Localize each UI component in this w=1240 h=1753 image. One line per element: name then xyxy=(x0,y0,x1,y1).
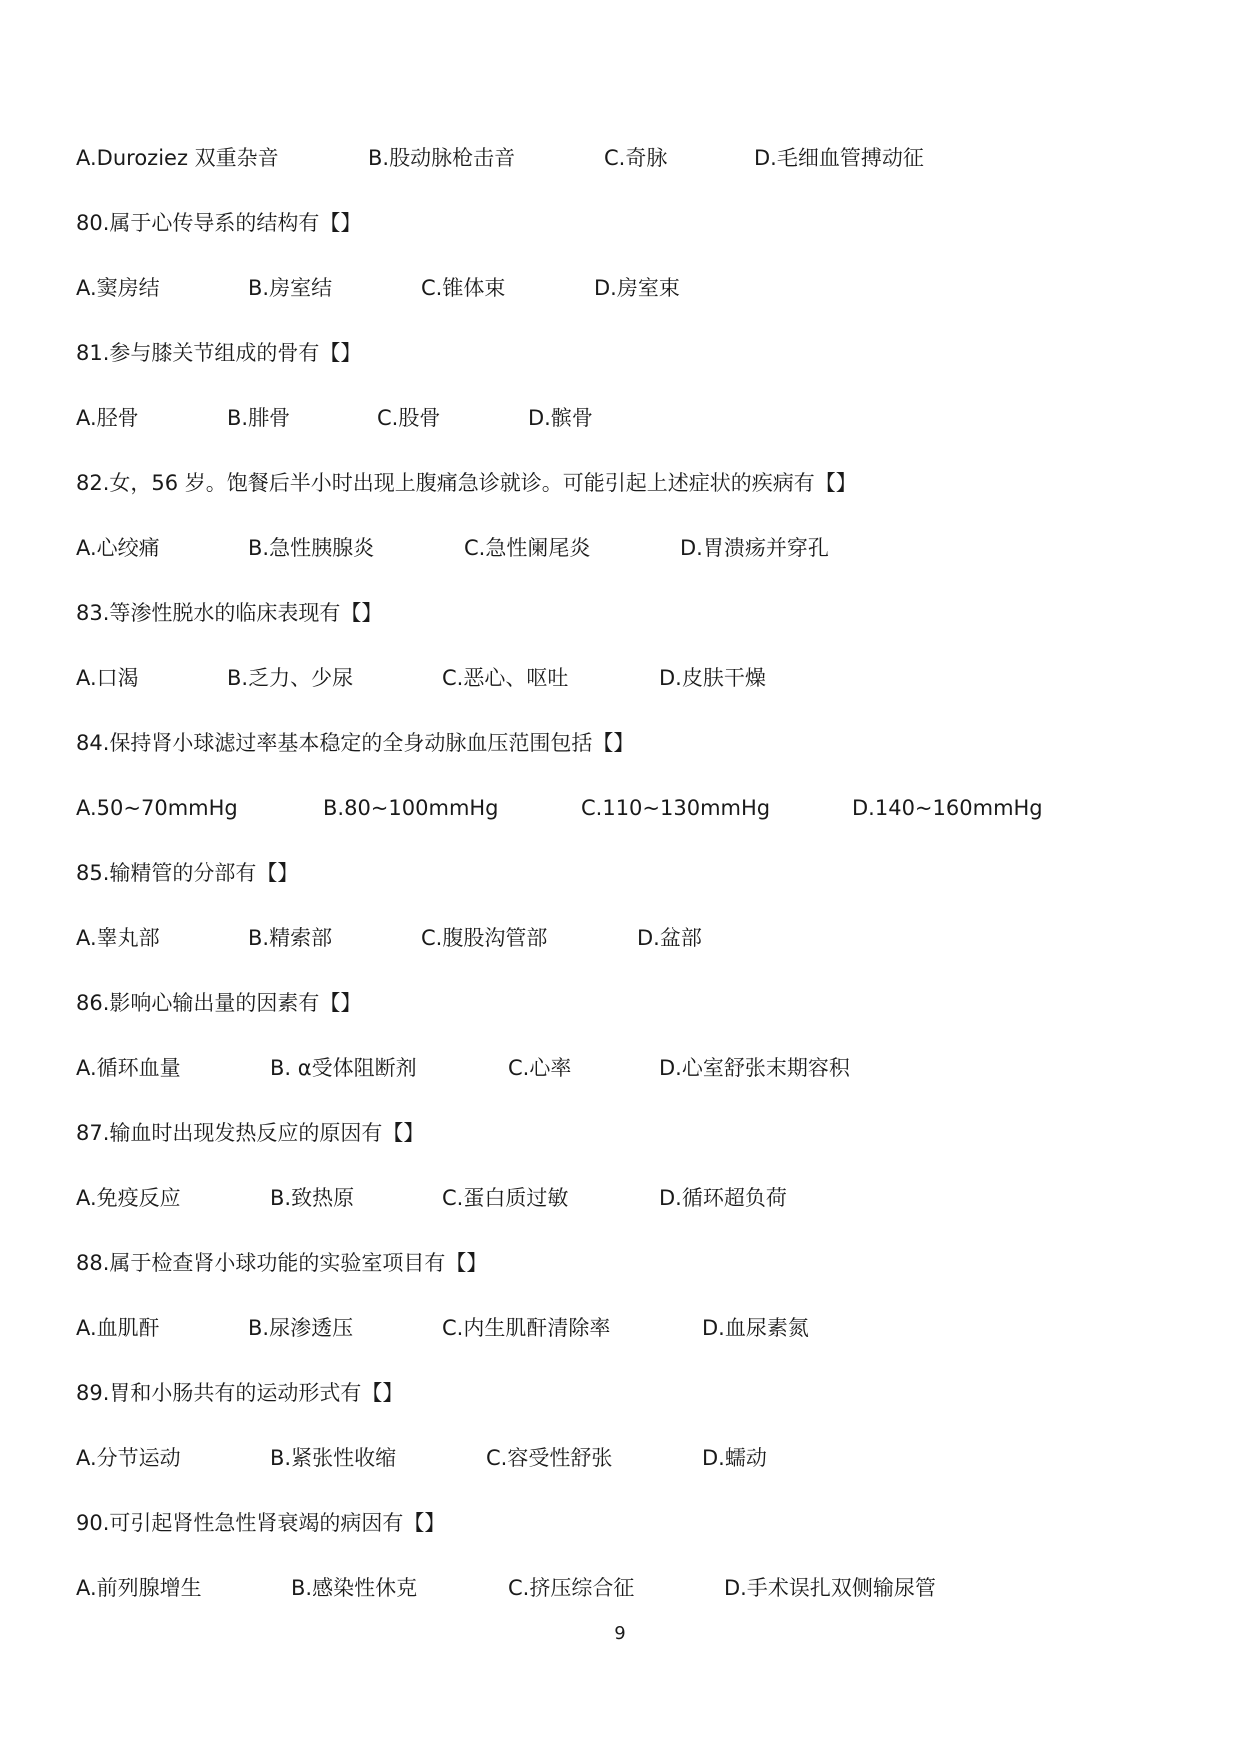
option-c: C.奇脉 xyxy=(604,146,668,170)
option-d: D.140~160mmHg xyxy=(852,796,1043,820)
question-83-stem: 83.等渗性脱水的临床表现有【】 xyxy=(76,601,383,625)
option-a: A.免疫反应 xyxy=(76,1186,181,1210)
option-b: B.80~100mmHg xyxy=(323,796,499,820)
option-b: B.乏力、少尿 xyxy=(227,666,354,690)
question-80-stem: 80.属于心传导系的结构有【】 xyxy=(76,211,362,235)
option-c: C.心率 xyxy=(508,1056,572,1080)
option-b: B.致热原 xyxy=(270,1186,355,1210)
question-81-stem: 81.参与膝关节组成的骨有【】 xyxy=(76,341,362,365)
question-86-stem: 86.影响心输出量的因素有【】 xyxy=(76,991,362,1015)
option-d: D.毛细血管搏动征 xyxy=(754,146,924,170)
question-87-stem: 87.输血时出现发热反应的原因有【】 xyxy=(76,1121,425,1145)
option-d: D.盆部 xyxy=(637,926,702,950)
option-d: D.心室舒张末期容积 xyxy=(659,1056,850,1080)
question-89-stem: 89.胃和小肠共有的运动形式有【】 xyxy=(76,1381,404,1405)
page-number: 9 xyxy=(614,1623,626,1644)
option-d: D.循环超负荷 xyxy=(659,1186,787,1210)
option-a: A.循环血量 xyxy=(76,1056,181,1080)
option-c: C.内生肌酐清除率 xyxy=(442,1316,611,1340)
option-d: D.皮肤干燥 xyxy=(659,666,766,690)
question-82-stem: 82.女，56 岁。饱餐后半小时出现上腹痛急诊就诊。可能引起上述症状的疾病有【】 xyxy=(76,471,857,495)
option-a: A.Duroziez 双重杂音 xyxy=(76,146,279,170)
option-a: A.前列腺增生 xyxy=(76,1576,202,1600)
option-b: B.股动脉枪击音 xyxy=(368,146,516,170)
option-a: A.胫骨 xyxy=(76,406,139,430)
option-c: C.急性阑尾炎 xyxy=(464,536,591,560)
option-c: C.挤压综合征 xyxy=(508,1576,635,1600)
option-b: B.尿渗透压 xyxy=(248,1316,354,1340)
question-84-stem: 84.保持肾小球滤过率基本稳定的全身动脉血压范围包括【】 xyxy=(76,731,635,755)
option-d: D.蠕动 xyxy=(702,1446,767,1470)
option-b: B.感染性休克 xyxy=(291,1576,418,1600)
option-a: A.口渴 xyxy=(76,666,139,690)
question-85-stem: 85.输精管的分部有【】 xyxy=(76,861,299,885)
option-b: B.腓骨 xyxy=(227,406,291,430)
option-c: C.蛋白质过敏 xyxy=(442,1186,569,1210)
option-a: A.睾丸部 xyxy=(76,926,160,950)
option-b: B.紧张性收缩 xyxy=(270,1446,397,1470)
option-c: C.容受性舒张 xyxy=(486,1446,613,1470)
option-b: B.精索部 xyxy=(248,926,333,950)
option-d: D.胃溃疡并穿孔 xyxy=(680,536,829,560)
option-a: A.分节运动 xyxy=(76,1446,181,1470)
question-88-stem: 88.属于检查肾小球功能的实验室项目有【】 xyxy=(76,1251,488,1275)
option-d: D.手术误扎双侧输尿管 xyxy=(724,1576,936,1600)
option-d: D.房室束 xyxy=(594,276,680,300)
option-c: C.腹股沟管部 xyxy=(421,926,548,950)
option-c: C.110~130mmHg xyxy=(581,796,771,820)
option-c: C.股骨 xyxy=(377,406,441,430)
option-d: D.血尿素氮 xyxy=(702,1316,809,1340)
option-a: A.血肌酐 xyxy=(76,1316,160,1340)
option-d: D.髌骨 xyxy=(528,406,593,430)
option-b: B.房室结 xyxy=(248,276,333,300)
question-90-stem: 90.可引起肾性急性肾衰竭的病因有【】 xyxy=(76,1511,446,1535)
option-a: A.窦房结 xyxy=(76,276,160,300)
option-b: B.急性胰腺炎 xyxy=(248,536,375,560)
option-b: B. α受体阻断剂 xyxy=(270,1056,417,1080)
option-c: C.恶心、呕吐 xyxy=(442,666,569,690)
option-c: C.锥体束 xyxy=(421,276,506,300)
option-a: A.50~70mmHg xyxy=(76,796,238,820)
option-a: A.心绞痛 xyxy=(76,536,160,560)
